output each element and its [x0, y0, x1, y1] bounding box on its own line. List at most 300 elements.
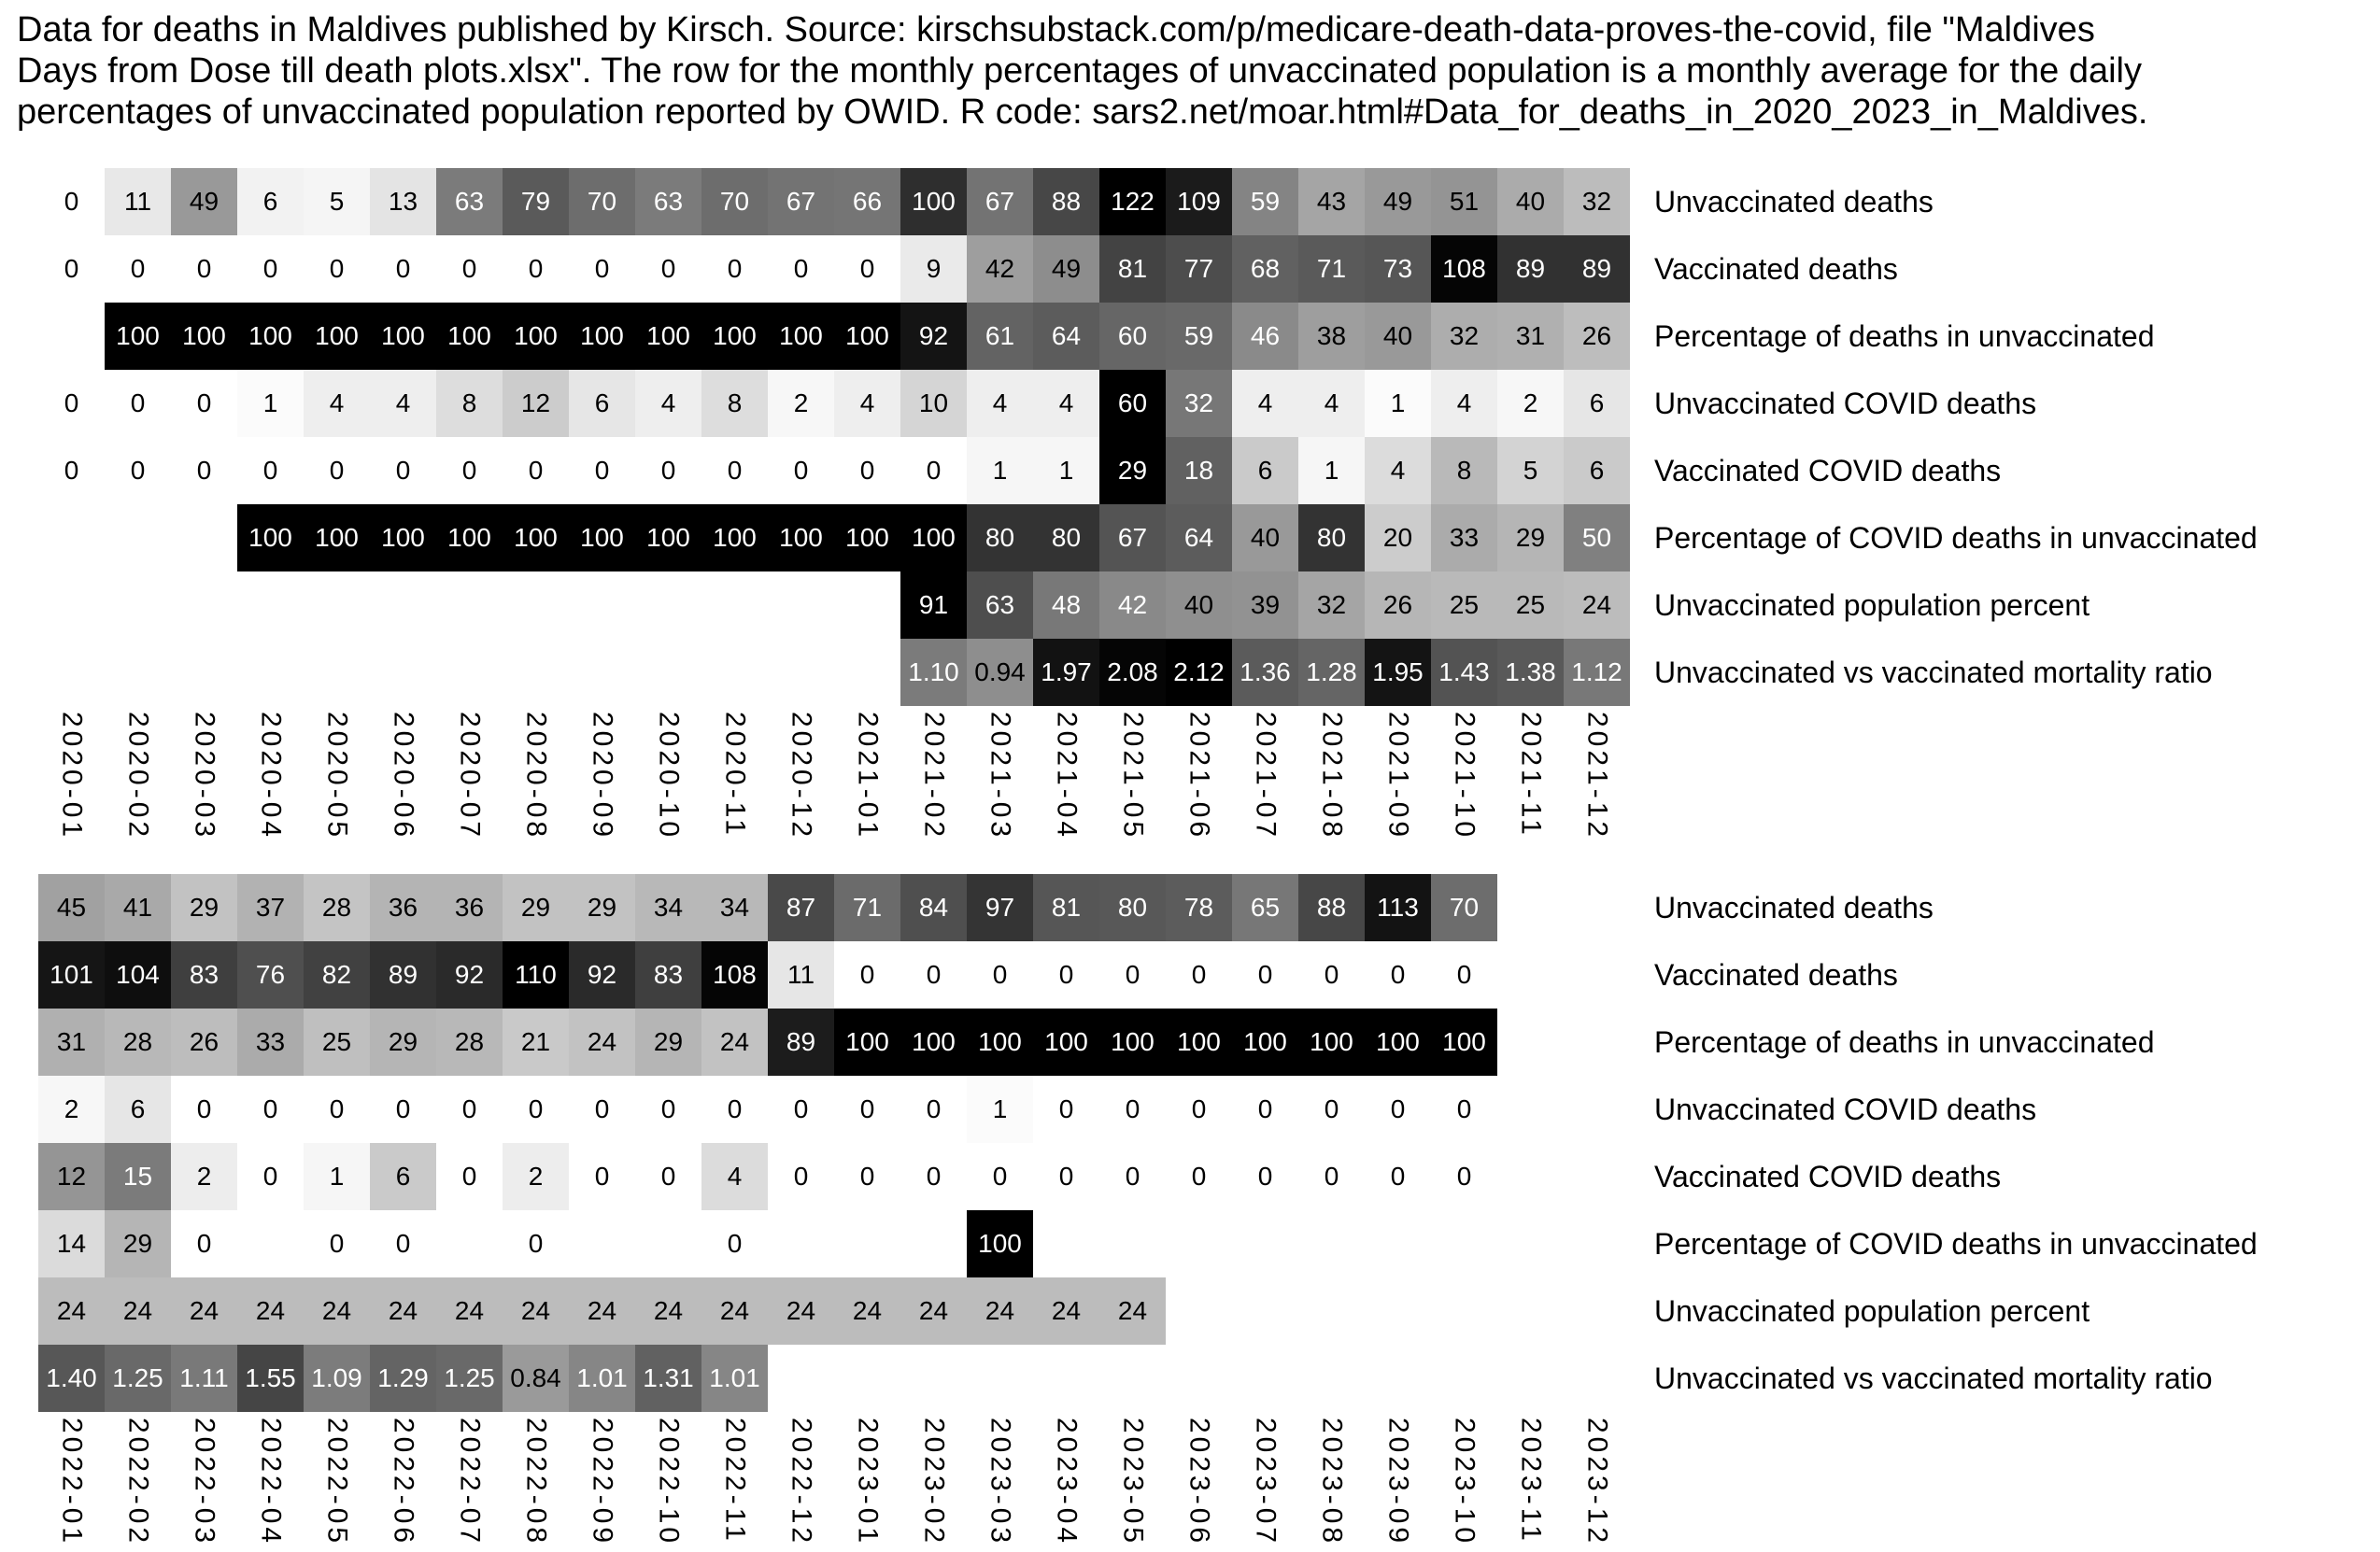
heatmap-cell: 0	[237, 437, 304, 504]
heatmap-cell: 100	[967, 1210, 1033, 1277]
heatmap-cell: 0	[1232, 941, 1298, 1009]
heatmap-cell: 32	[1298, 571, 1365, 639]
heatmap-cell: 0	[1232, 1076, 1298, 1143]
heatmap-cell: 24	[436, 1277, 503, 1345]
heatmap-cell: 0	[304, 1076, 370, 1143]
x-axis-label: 2022-12	[786, 1418, 817, 1547]
heatmap-cell: 76	[237, 941, 304, 1009]
heatmap-cell: 1.43	[1431, 639, 1497, 706]
heatmap-cell: 0	[304, 235, 370, 303]
heatmap-cell: 100	[1099, 1009, 1166, 1076]
heatmap-cell: 0	[171, 1210, 237, 1277]
heatmap-cell: 1	[237, 370, 304, 437]
heatmap-cell: 29	[635, 1009, 701, 1076]
x-axis	[38, 712, 1630, 861]
heatmap-cell: 78	[1166, 874, 1232, 941]
row-label: Unvaccinated deaths	[1654, 185, 1934, 219]
heatmap-cell: 70	[569, 168, 635, 235]
heatmap-cell: 1.11	[171, 1345, 237, 1412]
heatmap-cell: 40	[1497, 168, 1564, 235]
heatmap-cell: 81	[1099, 235, 1166, 303]
heatmap-cell: 0	[701, 1210, 768, 1277]
heatmap-cell: 0	[171, 1076, 237, 1143]
heatmap-cell: 21	[503, 1009, 569, 1076]
heatmap-cell: 28	[304, 874, 370, 941]
x-axis-label: 2023-12	[1581, 1418, 1613, 1547]
heatmap-cell: 83	[171, 941, 237, 1009]
x-axis-label: 2022-05	[321, 1418, 353, 1547]
heatmap-cell: 79	[503, 168, 569, 235]
heatmap-cell: 0	[1365, 1143, 1431, 1210]
heatmap-cell: 100	[768, 303, 834, 370]
row-label: Percentage of COVID deaths in unvaccinated	[1654, 521, 2258, 555]
heatmap-cell: 25	[304, 1009, 370, 1076]
heatmap-cell: 32	[1166, 370, 1232, 437]
heatmap-cell: 67	[967, 168, 1033, 235]
heatmap-cell: 71	[1298, 235, 1365, 303]
heatmap-cell: 89	[768, 1009, 834, 1076]
heatmap-cell: 9	[900, 235, 967, 303]
heatmap-cell: 42	[1099, 571, 1166, 639]
heatmap-cell: 0	[38, 235, 105, 303]
heatmap-cell: 45	[38, 874, 105, 941]
heatmap-cell: 29	[1497, 504, 1564, 571]
heatmap-cell: 0	[635, 1076, 701, 1143]
x-axis-label: 2021-03	[985, 712, 1016, 841]
x-axis-label: 2020-02	[122, 712, 154, 841]
heatmap-cell: 0	[1431, 1143, 1497, 1210]
heatmap-cell: 89	[1497, 235, 1564, 303]
heatmap-cell: 15	[105, 1143, 171, 1210]
x-axis-label: 2022-02	[122, 1418, 154, 1547]
heatmap-cell: 0	[304, 1210, 370, 1277]
heatmap-cell: 100	[1365, 1009, 1431, 1076]
heatmap-cell: 0	[503, 1076, 569, 1143]
heatmap-cell: 25	[1497, 571, 1564, 639]
heatmap-cell: 88	[1033, 168, 1099, 235]
row-label: Percentage of COVID deaths in unvaccinated	[1654, 1227, 2258, 1261]
x-axis-label: 2020-07	[454, 712, 486, 841]
heatmap-cell: 0	[1298, 1143, 1365, 1210]
row-label: Unvaccinated COVID deaths	[1654, 1093, 2037, 1126]
heatmap-cell: 6	[1564, 370, 1630, 437]
heatmap-cell: 1.09	[304, 1345, 370, 1412]
heatmap-cell: 100	[635, 504, 701, 571]
heatmap-cell: 46	[1232, 303, 1298, 370]
heatmap-cell: 0	[1166, 1076, 1232, 1143]
heatmap-cell: 92	[900, 303, 967, 370]
heatmap-cell: 0	[38, 437, 105, 504]
heatmap-cell: 24	[701, 1277, 768, 1345]
heatmap-cell: 1.12	[1564, 639, 1630, 706]
heatmap-cell: 0	[834, 437, 900, 504]
row-label: Vaccinated COVID deaths	[1654, 454, 2002, 487]
heatmap-cell: 71	[834, 874, 900, 941]
row-label: Unvaccinated vs vaccinated mortality ratio	[1654, 1362, 2213, 1395]
heatmap-cell: 2.12	[1166, 639, 1232, 706]
heatmap-cell: 64	[1033, 303, 1099, 370]
heatmap-cell: 100	[503, 303, 569, 370]
heatmap-cell: 0	[1033, 1143, 1099, 1210]
heatmap-cell: 24	[768, 1277, 834, 1345]
heatmap-cell: 1	[1298, 437, 1365, 504]
heatmap-cell: 108	[1431, 235, 1497, 303]
heatmap-cell: 0	[1099, 1143, 1166, 1210]
heatmap-cell: 0	[834, 1143, 900, 1210]
heatmap-cell: 1	[1033, 437, 1099, 504]
heatmap-cell: 66	[834, 168, 900, 235]
heatmap-cell: 38	[1298, 303, 1365, 370]
heatmap-cell: 5	[1497, 437, 1564, 504]
heatmap-cell: 36	[436, 874, 503, 941]
heatmap-cell: 6	[370, 1143, 436, 1210]
heatmap-cell: 0	[768, 1076, 834, 1143]
heatmap-cell: 31	[38, 1009, 105, 1076]
heatmap-cell: 0	[834, 941, 900, 1009]
x-axis-label: 2022-08	[520, 1418, 552, 1547]
heatmap-cell: 0	[171, 437, 237, 504]
heatmap-cell: 80	[967, 504, 1033, 571]
heatmap-cell: 0	[1431, 941, 1497, 1009]
heatmap-cell: 108	[701, 941, 768, 1009]
heatmap-cell: 0	[503, 235, 569, 303]
heatmap-cell: 24	[237, 1277, 304, 1345]
heatmap-cell: 0	[370, 1210, 436, 1277]
x-axis-label: 2023-10	[1449, 1418, 1480, 1547]
heatmap-cell: 48	[1033, 571, 1099, 639]
x-axis-label: 2023-07	[1250, 1418, 1282, 1547]
heatmap-cell: 1.10	[900, 639, 967, 706]
heatmap-cell: 4	[635, 370, 701, 437]
heatmap-cell: 100	[1298, 1009, 1365, 1076]
heatmap-cell: 12	[38, 1143, 105, 1210]
heatmap-cell: 0	[569, 1076, 635, 1143]
heatmap-cell: 1.36	[1232, 639, 1298, 706]
heatmap-cell: 8	[436, 370, 503, 437]
heatmap-cell: 0	[436, 1143, 503, 1210]
heatmap-cell: 6	[237, 168, 304, 235]
heatmap-cell: 70	[1431, 874, 1497, 941]
x-axis-label: 2022-07	[454, 1418, 486, 1547]
heatmap-cell: 24	[1033, 1277, 1099, 1345]
row-label: Percentage of deaths in unvaccinated	[1654, 1025, 2155, 1059]
heatmap-cell: 80	[1033, 504, 1099, 571]
heatmap-cell: 0	[105, 370, 171, 437]
x-axis-label: 2021-10	[1449, 712, 1480, 841]
x-axis-label: 2020-03	[189, 712, 220, 841]
heatmap-cell: 6	[1564, 437, 1630, 504]
heatmap-cell: 40	[1232, 504, 1298, 571]
heatmap-cell: 100	[701, 303, 768, 370]
heatmap-cell: 4	[967, 370, 1033, 437]
heatmap-cell: 8	[1431, 437, 1497, 504]
heatmap-cell: 6	[105, 1076, 171, 1143]
heatmap-cell: 70	[701, 168, 768, 235]
heatmap-cell: 1.01	[569, 1345, 635, 1412]
heatmap-cell: 0	[1365, 941, 1431, 1009]
heatmap-cell: 0	[304, 437, 370, 504]
heatmap-cell: 24	[834, 1277, 900, 1345]
heatmap-cell: 100	[635, 303, 701, 370]
heatmap-cell: 13	[370, 168, 436, 235]
heatmap-cell: 1.38	[1497, 639, 1564, 706]
heatmap-cell: 60	[1099, 370, 1166, 437]
heatmap-cell: 100	[304, 303, 370, 370]
heatmap-cell: 0	[1033, 1076, 1099, 1143]
heatmap-cell: 0	[1166, 941, 1232, 1009]
heatmap-cell: 0	[701, 437, 768, 504]
heatmap-cell: 73	[1365, 235, 1431, 303]
heatmap-cell: 0	[900, 941, 967, 1009]
heatmap-panel-2022-2023	[38, 874, 2373, 1552]
x-axis-label: 2022-11	[719, 1418, 751, 1545]
heatmap-cell: 29	[569, 874, 635, 941]
heatmap-cell: 59	[1232, 168, 1298, 235]
heatmap-cell: 29	[1099, 437, 1166, 504]
x-axis-label: 2020-10	[653, 712, 685, 841]
heatmap-cell: 82	[304, 941, 370, 1009]
heatmap-cell: 1.40	[38, 1345, 105, 1412]
x-axis-label: 2023-06	[1183, 1418, 1215, 1547]
heatmap-cell: 2	[503, 1143, 569, 1210]
row-label: Unvaccinated deaths	[1654, 891, 1934, 924]
x-axis-label: 2021-01	[852, 712, 884, 841]
x-axis-label: 2020-12	[786, 712, 817, 841]
row-label: Vaccinated deaths	[1654, 252, 1898, 286]
heatmap-cell: 1.28	[1298, 639, 1365, 706]
chart-title-line-1: Data for deaths in Maldives published by Kirsch. Source: kirschsubstack.com/p/medicare-death-data-proves-the-covid, file "Maldives	[17, 10, 2095, 49]
x-axis-label: 2021-12	[1581, 712, 1613, 841]
heatmap-cell: 36	[370, 874, 436, 941]
heatmap-cell: 100	[967, 1009, 1033, 1076]
heatmap-panel-2020-2021	[38, 168, 2373, 874]
heatmap-cell: 87	[768, 874, 834, 941]
heatmap-cell: 100	[436, 303, 503, 370]
heatmap-cell: 0	[503, 437, 569, 504]
heatmap-cell: 4	[370, 370, 436, 437]
heatmap-cell: 113	[1365, 874, 1431, 941]
heatmap-cell: 110	[503, 941, 569, 1009]
heatmap-cell: 63	[436, 168, 503, 235]
heatmap-cell: 0	[171, 370, 237, 437]
heatmap-cell: 92	[569, 941, 635, 1009]
heatmap-cell: 0	[370, 235, 436, 303]
heatmap-cell: 0	[237, 1076, 304, 1143]
heatmap-cell: 24	[1564, 571, 1630, 639]
heatmap-cell: 0	[1033, 941, 1099, 1009]
chart-title-line-3: percentages of unvaccinated population reported by OWID. R code: sars2.net/moar.html#Data_for_deaths_in_2020_2023_in_Maldives.	[17, 92, 2148, 132]
heatmap-cell: 42	[967, 235, 1033, 303]
chart-title	[17, 9, 2373, 133]
heatmap-cell: 97	[967, 874, 1033, 941]
heatmap-cell: 60	[1099, 303, 1166, 370]
heatmap-cell: 34	[635, 874, 701, 941]
heatmap-cell: 101	[38, 941, 105, 1009]
heatmap-cell: 0	[635, 235, 701, 303]
x-axis-label: 2022-01	[56, 1418, 88, 1547]
x-axis-label: 2023-02	[918, 1418, 950, 1547]
heatmap-cell: 0	[1099, 941, 1166, 1009]
heatmap-cell: 100	[436, 504, 503, 571]
heatmap-cell: 59	[1166, 303, 1232, 370]
x-axis-label: 2021-06	[1183, 712, 1215, 841]
heatmap-cell: 51	[1431, 168, 1497, 235]
row-label: Vaccinated deaths	[1654, 958, 1898, 992]
x-axis-label: 2022-06	[388, 1418, 419, 1547]
heatmap-cell: 100	[1232, 1009, 1298, 1076]
heatmap-cell: 0	[701, 1076, 768, 1143]
row-label: Unvaccinated COVID deaths	[1654, 387, 2037, 420]
x-axis-label: 2021-04	[1051, 712, 1083, 841]
heatmap-cell: 4	[1232, 370, 1298, 437]
x-axis-label: 2021-05	[1117, 712, 1149, 841]
heatmap-cell: 100	[900, 1009, 967, 1076]
heatmap-cell: 4	[1365, 437, 1431, 504]
heatmap-cell: 2	[38, 1076, 105, 1143]
heatmap-cell: 0	[237, 1143, 304, 1210]
heatmap-cell: 100	[370, 303, 436, 370]
heatmap-cell: 100	[237, 303, 304, 370]
heatmap-cell: 1.95	[1365, 639, 1431, 706]
row-label: Percentage of deaths in unvaccinated	[1654, 319, 2155, 353]
x-axis-label: 2022-10	[653, 1418, 685, 1547]
row-label: Unvaccinated population percent	[1654, 588, 2090, 622]
heatmap-cell: 49	[1365, 168, 1431, 235]
heatmap-cell: 0	[436, 437, 503, 504]
heatmap-cell: 0	[834, 1076, 900, 1143]
heatmap-cell: 109	[1166, 168, 1232, 235]
heatmap-cell: 0	[1298, 1076, 1365, 1143]
heatmap-cell: 4	[304, 370, 370, 437]
heatmap-cell: 31	[1497, 303, 1564, 370]
heatmap-cell: 68	[1232, 235, 1298, 303]
heatmap-cell: 11	[768, 941, 834, 1009]
heatmap-cell: 28	[105, 1009, 171, 1076]
heatmap-cell: 2.08	[1099, 639, 1166, 706]
heatmap-cell: 20	[1365, 504, 1431, 571]
heatmap-cell: 0	[370, 437, 436, 504]
heatmap-cell: 89	[370, 941, 436, 1009]
heatmap-cell: 0	[237, 235, 304, 303]
heatmap-cell: 29	[503, 874, 569, 941]
heatmap-cell: 24	[635, 1277, 701, 1345]
heatmap-cell: 0	[569, 437, 635, 504]
heatmap-cell: 18	[1166, 437, 1232, 504]
heatmap-cell: 24	[304, 1277, 370, 1345]
heatmap-cell: 6	[1232, 437, 1298, 504]
heatmap-cell: 0	[834, 235, 900, 303]
heatmap-cell: 100	[503, 504, 569, 571]
heatmap-cell: 0	[1298, 941, 1365, 1009]
heatmap-cell: 0.84	[503, 1345, 569, 1412]
heatmap-cell: 100	[569, 303, 635, 370]
heatmap-cell: 80	[1099, 874, 1166, 941]
heatmap-cell: 1.31	[635, 1345, 701, 1412]
heatmap-cell: 80	[1298, 504, 1365, 571]
heatmap-cell: 4	[701, 1143, 768, 1210]
x-axis-label: 2022-09	[587, 1418, 618, 1547]
heatmap-cell: 26	[1564, 303, 1630, 370]
heatmap-cell: 100	[701, 504, 768, 571]
heatmap-cell: 29	[105, 1210, 171, 1277]
heatmap-cell: 0	[1431, 1076, 1497, 1143]
heatmap-cell: 37	[237, 874, 304, 941]
heatmap-cell: 0	[967, 941, 1033, 1009]
row-label: Unvaccinated vs vaccinated mortality ratio	[1654, 656, 2213, 689]
heatmap-cell: 63	[635, 168, 701, 235]
heatmap-cell: 24	[569, 1009, 635, 1076]
x-axis-label: 2021-08	[1316, 712, 1348, 841]
x-axis-label: 2020-11	[719, 712, 751, 839]
heatmap-cell: 26	[171, 1009, 237, 1076]
heatmap-cell: 49	[1033, 235, 1099, 303]
heatmap-cell: 1.25	[105, 1345, 171, 1412]
heatmap-cell: 100	[1166, 1009, 1232, 1076]
heatmap-cell: 0	[900, 1076, 967, 1143]
heatmap-cell: 0	[900, 1143, 967, 1210]
heatmap-cell: 0	[38, 370, 105, 437]
heatmap-cell: 0	[967, 1143, 1033, 1210]
heatmap-cell: 0	[171, 235, 237, 303]
chart-title-line-2: Days from Dose till death plots.xlsx". The row for the monthly percentages of unvaccinated population is a monthly average for the daily	[17, 51, 2142, 91]
heatmap-cell: 2	[171, 1143, 237, 1210]
row-label: Vaccinated COVID deaths	[1654, 1160, 2002, 1193]
heatmap-cell: 100	[237, 504, 304, 571]
heatmap-cell: 4	[1033, 370, 1099, 437]
heatmap-cell: 24	[171, 1277, 237, 1345]
heatmap-cell: 28	[436, 1009, 503, 1076]
heatmap-cell: 84	[900, 874, 967, 941]
heatmap-cell: 40	[1365, 303, 1431, 370]
heatmap-cell: 4	[1298, 370, 1365, 437]
heatmap-cell: 0	[635, 1143, 701, 1210]
heatmap-cell: 0	[768, 437, 834, 504]
x-axis-label: 2021-07	[1250, 712, 1282, 841]
heatmap-cell: 1	[967, 1076, 1033, 1143]
heatmap-cell: 6	[569, 370, 635, 437]
heatmap-cell: 91	[900, 571, 967, 639]
heatmap-cell: 100	[370, 504, 436, 571]
x-axis-label: 2020-01	[56, 712, 88, 841]
x-axis-label: 2023-08	[1316, 1418, 1348, 1547]
row-label: Unvaccinated population percent	[1654, 1294, 2090, 1328]
heatmap-cell: 1.97	[1033, 639, 1099, 706]
heatmap-cell: 39	[1232, 571, 1298, 639]
heatmap-cell: 67	[768, 168, 834, 235]
heatmap-cell: 65	[1232, 874, 1298, 941]
x-axis-label: 2023-04	[1051, 1418, 1083, 1547]
heatmap-cell: 1.25	[436, 1345, 503, 1412]
heatmap-cell: 2	[1497, 370, 1564, 437]
heatmap-cell: 89	[1564, 235, 1630, 303]
x-axis-label: 2022-04	[255, 1418, 287, 1547]
x-axis-label: 2023-03	[985, 1418, 1016, 1547]
heatmap-cell: 29	[171, 874, 237, 941]
heatmap-cell: 100	[1431, 1009, 1497, 1076]
heatmap-cell: 0	[569, 1143, 635, 1210]
heatmap-cell: 100	[900, 168, 967, 235]
heatmap-cell: 34	[701, 874, 768, 941]
heatmap-cell: 100	[1033, 1009, 1099, 1076]
heatmap-cell: 32	[1431, 303, 1497, 370]
x-axis	[38, 1418, 1630, 1552]
heatmap-cell: 0	[105, 437, 171, 504]
heatmap-cell: 0	[1099, 1076, 1166, 1143]
heatmap-cell: 0	[436, 1076, 503, 1143]
heatmap-cell: 100	[304, 504, 370, 571]
heatmap-cell: 83	[635, 941, 701, 1009]
x-axis-label: 2023-09	[1382, 1418, 1414, 1547]
